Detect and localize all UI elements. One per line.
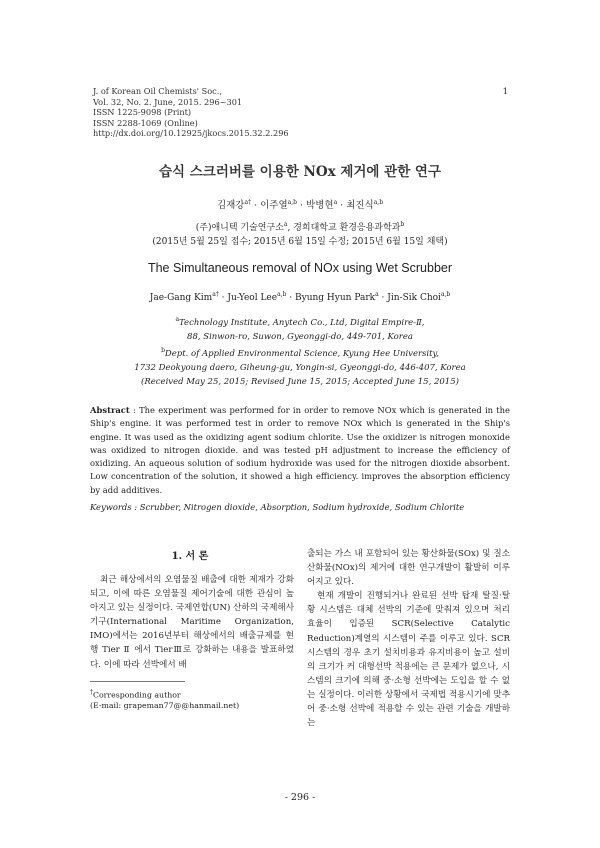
author-separator: · — [218, 293, 228, 303]
author-name: Jin-Sik Choi — [387, 293, 441, 303]
authors-korean — [0, 197, 600, 211]
doi-link[interactable]: http://dx.doi.org/10.12925/jkocs.2015.32.2.296 — [93, 128, 289, 138]
abstract-colon: : — [129, 405, 140, 415]
author-name: Byung Hyun Park — [295, 293, 376, 303]
body-left-column — [90, 573, 294, 672]
header-page-number: 1 — [502, 87, 508, 97]
journal-header — [93, 86, 289, 139]
author-sup: a,b — [373, 198, 384, 206]
body-paragraph: 현재 개발이 진행되거나 완료된 선박 탑재 탈질·탈황 시스템은 대체 선박의 기준에 맞춰져 있으며 처리 효율이 입증된 SCR(Selective Catalytic Reduction)계열의 시스템이 주를 이루고 있다. SCR 시스템의 경우 초기 설치비용과 유지비용이 높고 설비의 크기가 커 대형선박 적용에는 큰 문제가 없으나, 시스템의 크기에 의해 중·소형 선박에는 도입을 할 수 없는 실정이다. 이러한 상황에서 국제법 적용시기에 맞추어 중·소형 선박에 적용할 수 있는 관련 기술을 개발하는 — [307, 591, 510, 729]
author-sup: a,b — [277, 291, 287, 298]
journal-volume: Vol. 32, No. 2. June, 2015. 296~301 — [93, 96, 243, 107]
author-separator: · — [296, 200, 307, 211]
author-separator: · — [337, 200, 347, 211]
author-separator: · — [286, 293, 296, 303]
author-separator: · — [251, 200, 261, 211]
author-name: 이주열 — [260, 200, 288, 211]
author-sup: a,b — [440, 291, 451, 298]
author-sup: a — [333, 198, 338, 206]
footnote — [90, 688, 239, 712]
footnote-email[interactable]: (E-mail: grapeman77@@hanmail.net) — [90, 701, 240, 711]
body-paragraph: 최근 해상에서의 오염물질 배출에 대한 제재가 강화되고, 이에 따른 오염물질 제어기술에 대한 관심이 높아지고 있는 실정이다. 국제연합(UN) 산하의 국제해사기구(International Maritime Organization, IMO)에서는 2016년부터 해상에서의 배출규제를 현행 Tier Ⅱ 에서 TierⅢ로 강화하는 내용을 발표하였다. 이에 따라 선박에서 배 — [90, 575, 294, 670]
affiliation-korean-line1: (주)애니텍 기술연구소$^a$, 경희대학교 환경응용과학과$^b$ — [195, 221, 405, 233]
footer-page-number: - 296 - — [284, 792, 316, 803]
author-name: Jae-Gang Kim — [149, 293, 213, 303]
keywords-text: : Scrubber, Nitrogen dioxide, Absorption, Sodium hydroxide, Sodium Chlorite — [131, 502, 465, 512]
author-sup: a† — [212, 291, 219, 298]
keywords-label: Keywords — [90, 502, 132, 512]
abstract-text: The experiment was performed for in order to remove NOx which is generated in the Ship's engine. it was performed test in order to remove NOx which is generated in the Ship's engine. It was used as the oxidizing agent sodium chlorite. Use the oxidizer is nitrogen monoxide was oxidized to nitrogen dioxide. and was tested pH adjustment to increase the efficiency of oxidizing. An aqueous solution of sodium hydroxide was used for the nitrogen dioxide absorbent. Low concentration of the solution, it showed a high efficiency. improves the absorption efficiency by add additives. — [90, 405, 510, 495]
journal-name: J. of Korean Oil Chemists' Soc., — [93, 86, 222, 96]
abstract — [90, 404, 510, 497]
affiliation-english-line4: 1732 Deokyoung daero, Giheung-gu, Yongin-si, Gyeonggi-do, 446-407, Korea — [134, 362, 466, 373]
affiliation-english — [0, 313, 600, 389]
abstract-label: Abstract — [90, 405, 130, 415]
title-english: The Simultaneous removal of NOx using Wet Scrubber — [147, 261, 453, 275]
issn-print: ISSN 1225-9098 (Print) — [93, 107, 192, 117]
section-title-introduction: 1. 서 론 — [171, 551, 209, 562]
body-paragraph: 출되는 가스 내 포함되어 있는 황산화물(SOx) 및 질소산화물(NOx)의 제거에 대한 연구개발이 활발히 이루어지고 있다. — [307, 549, 510, 588]
affiliation-korean — [0, 218, 600, 249]
footnote-rule — [90, 681, 185, 682]
author-name: 최진식 — [346, 200, 374, 211]
received-dates-english: (Received May 25, 2015; Revised June 15, 2015; Accepted June 15, 2015) — [141, 376, 459, 387]
affiliation-english-line1: $^a$Technology Institute, Anytech Co., Ltd, Digital Empire-Ⅱ, — [175, 316, 425, 328]
affiliation-english-line2: 88, Sinwon-ro, Suwon, Gyeonggi-do, 449-701, Korea — [187, 331, 413, 342]
dagger-mark: † — [90, 689, 93, 696]
author-sup: a — [375, 291, 379, 298]
body-right-column — [307, 547, 510, 730]
issn-online: ISSN 2288-1069 (Online) — [93, 117, 198, 128]
received-dates-korean: (2015년 5월 25일 접수; 2015년 6월 15일 수정; 2015년 6월 15일 채택) — [152, 237, 448, 247]
title-korean: 습식 스크러버를 이용한 NOx 제거에 관한 연구 — [158, 164, 442, 180]
author-name: 박병현 — [306, 200, 334, 211]
author-sup: a,b — [287, 198, 297, 206]
footnote-corresponding: †Corresponding author — [90, 689, 181, 700]
author-name: 김재강 — [216, 200, 245, 211]
author-sup: a† — [244, 198, 252, 206]
affiliation-english-line3: $^b$Dept. of Applied Environmental Science, Kyung Hee University, — [161, 346, 439, 359]
author-separator: · — [378, 293, 388, 303]
authors-english — [0, 291, 600, 303]
keywords — [90, 502, 510, 512]
author-name: Ju-Yeol Lee — [227, 293, 278, 303]
